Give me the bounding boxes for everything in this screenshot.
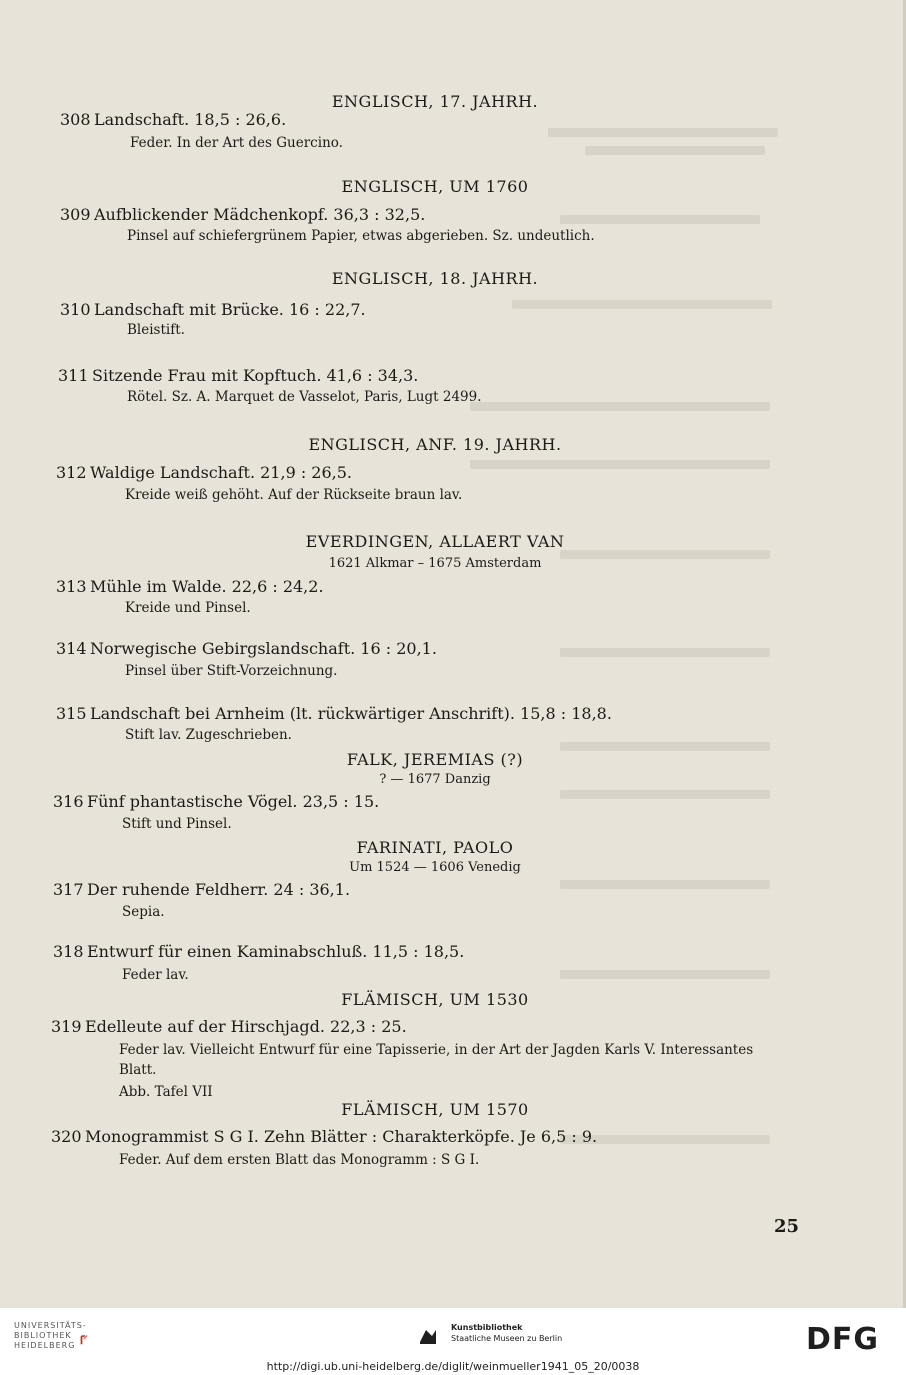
university-library-name: UNIVERSITÄTS- BIBLIOTHEK HEIDELBERG bbox=[14, 1321, 87, 1350]
entry-319-title bbox=[51, 1017, 407, 1036]
entry-318-title bbox=[53, 942, 464, 961]
entry-title-text: Entwurf für einen Kaminabschluß. 11,5 : 18,5. bbox=[87, 942, 465, 961]
page-number: 25 bbox=[774, 1216, 800, 1237]
entry-title-text: Monogrammist S G I. Zehn Blätter : Charakterköpfe. Je 6,5 : 9. bbox=[85, 1127, 598, 1146]
entry-title-text: Landschaft. 18,5 : 26,6. bbox=[94, 110, 287, 129]
entry-315-desc: Stift lav. Zugeschrieben. bbox=[125, 727, 292, 743]
entry-308-title bbox=[60, 110, 286, 129]
entry-number: 313 bbox=[56, 577, 87, 596]
entry-number: 311 bbox=[58, 366, 89, 385]
entry-number: 315 bbox=[56, 704, 87, 723]
entry-title-text: Landschaft mit Brücke. 16 : 22,7. bbox=[94, 300, 366, 319]
entry-314-title bbox=[56, 639, 437, 658]
entry-319-desc: Feder lav. Vielleicht Entwurf für eine Tapisserie, in der Art der Jagden Karls V. Interessantes Blatt. bbox=[119, 1042, 754, 1078]
entry-319-illustration-ref: Abb. Tafel VII bbox=[119, 1084, 213, 1100]
entry-310-title bbox=[60, 300, 366, 319]
entry-320-desc: Feder. Auf dem ersten Blatt das Monogramm : S G I. bbox=[119, 1152, 480, 1168]
museum-name: Staatliche Museen zu Berlin bbox=[451, 1334, 563, 1343]
section-subheading-everdingen: 1621 Alkmar – 1675 Amsterdam bbox=[328, 556, 542, 571]
entry-308-desc: Feder. In der Art des Guercino. bbox=[130, 135, 343, 151]
entry-number: 316 bbox=[53, 792, 84, 811]
entry-title-text: Sitzende Frau mit Kopftuch. 41,6 : 34,3. bbox=[92, 366, 419, 385]
dfg-logo: DFG bbox=[806, 1322, 880, 1357]
entry-312-title bbox=[56, 463, 352, 482]
section-heading-flaemisch-1530: FLÄMISCH, UM 1530 bbox=[341, 990, 529, 1009]
section-heading-englisch-anf-19: ENGLISCH, ANF. 19. JAHRH. bbox=[308, 435, 562, 454]
entry-317-desc: Sepia. bbox=[122, 904, 165, 920]
entry-315-title bbox=[56, 704, 612, 723]
section-heading-englisch-1760: ENGLISCH, UM 1760 bbox=[341, 177, 529, 196]
entry-309-desc: Pinsel auf schiefergrünem Papier, etwas abgerieben. Sz. undeutlich. bbox=[127, 228, 595, 244]
entry-311-title bbox=[58, 366, 418, 385]
entry-number: 320 bbox=[51, 1127, 82, 1146]
entry-number: 319 bbox=[51, 1017, 82, 1036]
entry-title-text: Der ruhende Feldherr. 24 : 36,1. bbox=[87, 880, 351, 899]
entry-number: 318 bbox=[53, 942, 84, 961]
section-heading-englisch-18: ENGLISCH, 18. JAHRH. bbox=[331, 269, 539, 288]
entry-number: 308 bbox=[60, 110, 91, 129]
section-heading-farinati: FARINATI, PAOLO bbox=[356, 838, 514, 857]
section-subheading-falk: ? — 1677 Danzig bbox=[379, 772, 491, 787]
entry-number: 310 bbox=[60, 300, 91, 319]
section-subheading-farinati: Um 1524 — 1606 Venedig bbox=[349, 860, 521, 875]
kunstbibliothek-name: Kunstbibliothek bbox=[451, 1323, 523, 1332]
entry-title-text: Fünf phantastische Vögel. 23,5 : 15. bbox=[87, 792, 380, 811]
footer-bar bbox=[0, 1308, 906, 1375]
entry-number: 312 bbox=[56, 463, 87, 482]
entry-title-text: Waldige Landschaft. 21,9 : 26,5. bbox=[90, 463, 353, 482]
section-heading-englisch-17: ENGLISCH, 17. JAHRH. bbox=[331, 92, 539, 111]
kunstbibliothek-logo-icon bbox=[414, 1322, 442, 1350]
heidelberg-logo-icon bbox=[80, 1320, 110, 1360]
entry-title-text: Aufblickender Mädchenkopf. 36,3 : 32,5. bbox=[94, 205, 426, 224]
entry-318-desc: Feder lav. bbox=[122, 967, 189, 983]
entry-313-desc: Kreide und Pinsel. bbox=[125, 600, 251, 616]
permalink-url[interactable]: http://digi.ub.uni-heidelberg.de/diglit/weinmueller1941_05_20/0038 bbox=[266, 1360, 640, 1373]
section-heading-flaemisch-1570: FLÄMISCH, UM 1570 bbox=[341, 1100, 529, 1119]
entry-313-title bbox=[56, 577, 324, 596]
entry-309-title bbox=[60, 205, 425, 224]
entry-314-desc: Pinsel über Stift-Vorzeichnung. bbox=[125, 663, 338, 679]
entry-316-title bbox=[53, 792, 379, 811]
entry-title-text: Norwegische Gebirgslandschaft. 16 : 20,1. bbox=[90, 639, 437, 658]
section-heading-falk: FALK, JEREMIAS (?) bbox=[346, 750, 524, 769]
entry-title-text: Landschaft bei Arnheim (lt. rückwärtiger Anschrift). 15,8 : 18,8. bbox=[90, 704, 612, 723]
entry-320-title bbox=[51, 1127, 597, 1146]
entry-title-text: Edelleute auf der Hirschjagd. 22,3 : 25. bbox=[85, 1017, 407, 1036]
entry-317-title bbox=[53, 880, 350, 899]
entry-number: 314 bbox=[56, 639, 87, 658]
entry-number: 317 bbox=[53, 880, 84, 899]
entry-number: 309 bbox=[60, 205, 91, 224]
entry-311-desc: Rötel. Sz. A. Marquet de Vasselot, Paris, Lugt 2499. bbox=[127, 389, 482, 405]
entry-title-text: Mühle im Walde. 22,6 : 24,2. bbox=[90, 577, 324, 596]
entry-310-desc: Bleistift. bbox=[127, 322, 185, 338]
section-heading-everdingen: EVERDINGEN, ALLAERT VAN bbox=[305, 532, 565, 551]
entry-316-desc: Stift und Pinsel. bbox=[122, 816, 232, 832]
entry-312-desc: Kreide weiß gehöht. Auf der Rückseite braun lav. bbox=[125, 487, 463, 503]
